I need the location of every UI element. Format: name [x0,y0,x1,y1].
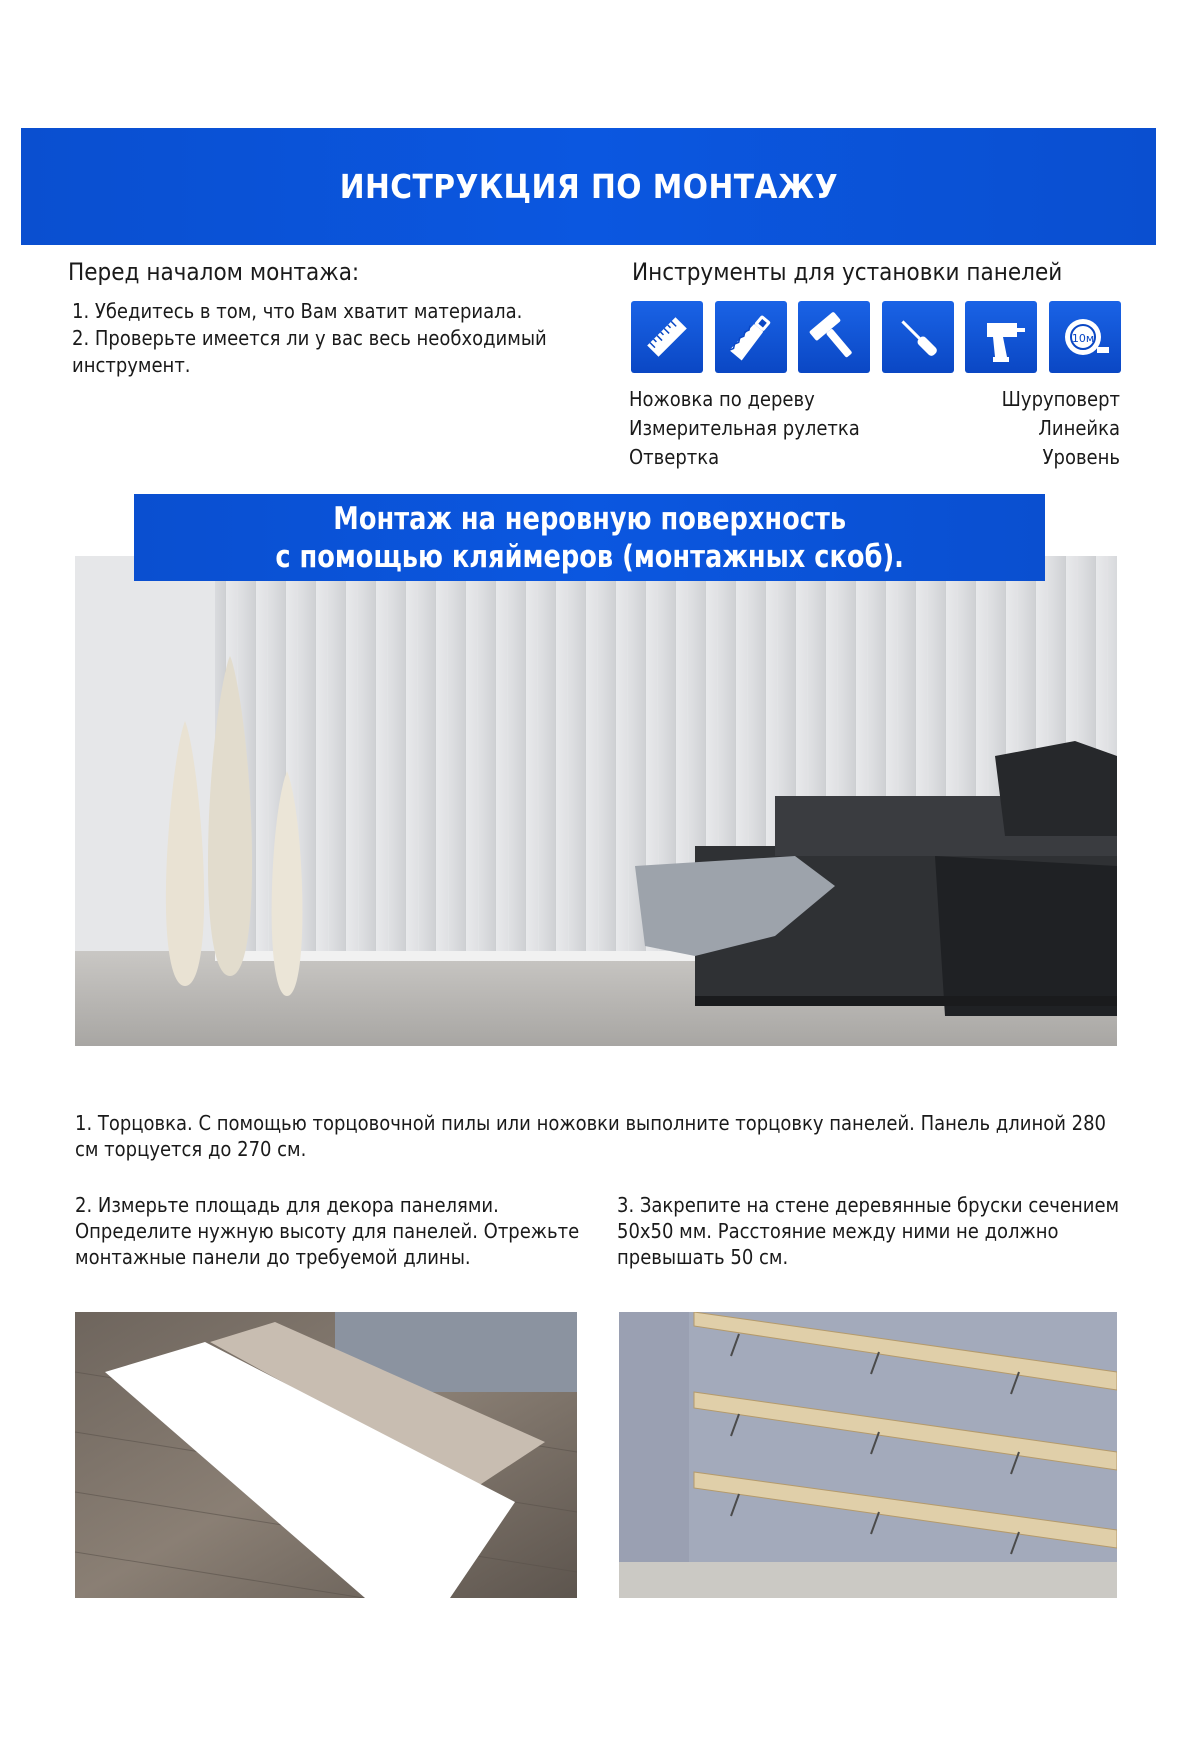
step-1-text: 1. Торцовка. С помощью торцовочной пилы или ножовки выполните торцовку панелей. Панель длиной 280 см торцуется до 270 см. [75,1111,1106,1161]
drill-icon [965,301,1037,373]
install-method-line: с помощью кляймеров (монтажных скоб). [275,538,904,575]
page-title: ИНСТРУКЦИЯ ПО МОНТАЖУ [339,167,838,206]
panels-on-floor-photo [75,1312,577,1598]
before-install-list [72,298,612,379]
tool-names-right [1002,385,1120,472]
ruler-icon [631,301,703,373]
tool-names-left [629,385,860,472]
step-3-text: 3. Закрепите на стене деревянные бруски сечением 50х50 мм. Расстояние между ними не должно превышать 50 см. [617,1193,1120,1269]
room-photo [75,556,1117,1046]
list-item: 2. Проверьте имеется ли у вас весь необходимый инструмент. [72,326,547,377]
saw-icon [715,301,787,373]
tool-name: Шуруповерт [1001,387,1120,411]
list-item: 1. Убедитесь в том, что Вам хватит материала. [72,299,523,323]
step-2-text: 2. Измерьте площадь для декора панелями. Определите нужную высоту для панелей. Отрежьте монтажные панели до требуемой длины. [75,1193,580,1269]
tools-icon-row [631,301,1121,374]
tools-title: Инструменты для установки панелей [632,258,1063,286]
tool-name: Линейка [1038,416,1120,440]
hammer-icon [798,301,870,373]
tool-name: Уровень [1042,445,1120,469]
header-banner [21,128,1156,245]
tape-measure-icon [1049,301,1121,373]
install-method-banner [134,494,1045,581]
tool-name: Измерительная рулетка [629,416,860,440]
tool-name: Отвертка [629,445,720,469]
install-method-line: Монтаж на неровную поверхность [333,500,846,537]
tool-name: Ножовка по дереву [629,387,815,411]
tape-measure-label: 10м [1071,332,1095,345]
before-install-title: Перед началом монтажа: [68,258,360,286]
screwdriver-icon [882,301,954,373]
wood-battens-photo [619,1312,1117,1598]
